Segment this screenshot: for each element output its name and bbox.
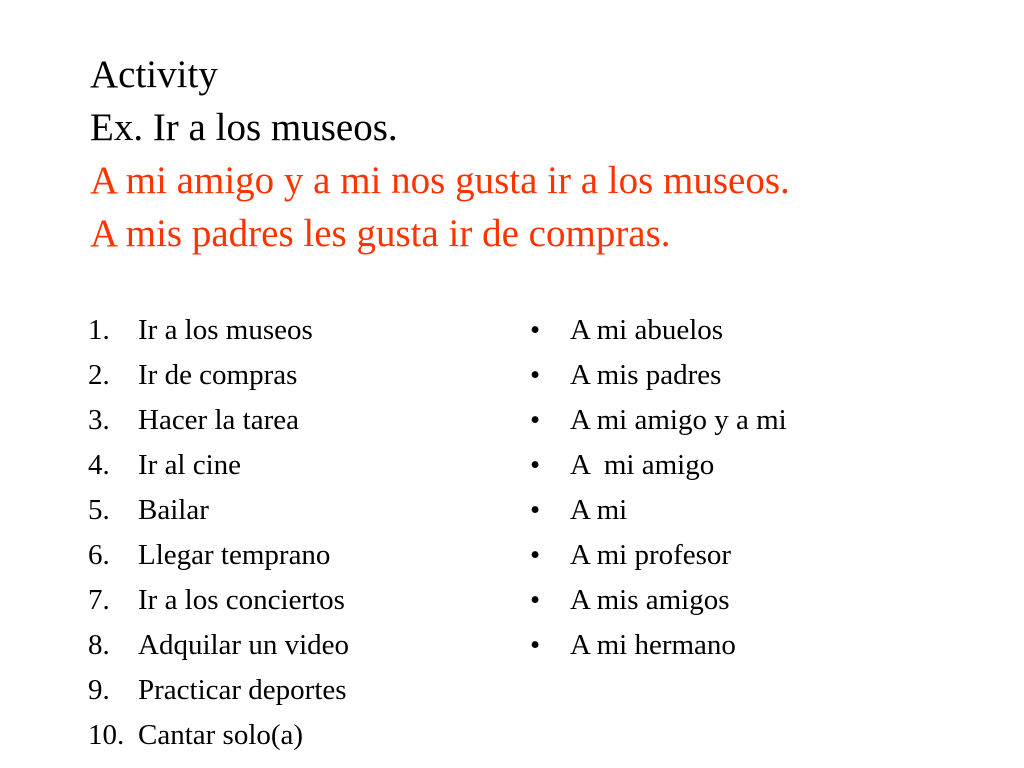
item-number: 9. xyxy=(88,674,110,706)
bullet-icon: • xyxy=(530,449,541,481)
item-text: Hacer la tarea xyxy=(138,404,299,436)
item-text: Adquilar un video xyxy=(138,629,350,661)
list-item xyxy=(530,488,990,533)
list-item xyxy=(530,533,990,578)
item-number: 10. xyxy=(88,719,125,751)
item-text: Bailar xyxy=(138,494,209,526)
bullet-icon: • xyxy=(530,404,541,436)
list-item xyxy=(88,578,508,623)
list-item xyxy=(530,398,990,443)
list-item xyxy=(530,308,990,353)
item-text: A mi hermano xyxy=(570,629,736,661)
example-prompt: Ex. Ir a los museos. xyxy=(90,106,398,149)
subjects-list xyxy=(530,308,990,668)
slide-title: Activity xyxy=(90,53,218,96)
item-text: Cantar solo(a) xyxy=(138,719,304,751)
bullet-icon: • xyxy=(530,629,541,661)
list-item xyxy=(88,308,508,353)
item-number: 5. xyxy=(88,494,110,526)
list-item xyxy=(88,623,508,668)
item-number: 3. xyxy=(88,404,110,436)
item-text: A mi profesor xyxy=(570,539,732,571)
item-text: Ir al cine xyxy=(138,449,242,481)
bullet-icon: • xyxy=(530,314,541,346)
item-text: Ir de compras xyxy=(138,359,298,391)
list-item xyxy=(88,443,508,488)
list-item xyxy=(530,623,990,668)
list-item xyxy=(88,668,508,713)
bullet-icon: • xyxy=(530,584,541,616)
item-text: A mi abuelos xyxy=(570,314,724,346)
item-text: Ir a los conciertos xyxy=(138,584,345,616)
list-item xyxy=(88,398,508,443)
bullet-icon: • xyxy=(530,494,541,526)
item-number: 7. xyxy=(88,584,110,616)
item-text: A mis padres xyxy=(570,359,722,391)
item-text: A mi amigo y a mi xyxy=(570,404,787,436)
example-answer-2: A mis padres les gusta ir de compras. xyxy=(90,212,671,255)
list-item xyxy=(88,488,508,533)
item-text: A mis amigos xyxy=(570,584,730,616)
bullet-icon: • xyxy=(530,359,541,391)
title-block xyxy=(90,48,1010,260)
list-item xyxy=(530,578,990,623)
item-number: 6. xyxy=(88,539,110,571)
item-text: A mi amigo xyxy=(570,449,715,481)
list-item xyxy=(530,443,990,488)
item-text: Ir a los museos xyxy=(138,314,313,346)
item-number: 1. xyxy=(88,314,110,346)
bullet-icon: • xyxy=(530,539,541,571)
list-item xyxy=(88,533,508,578)
activities-list xyxy=(88,308,508,758)
item-number: 2. xyxy=(88,359,110,391)
example-answer-1: A mi amigo y a mi nos gusta ir a los museos. xyxy=(90,159,790,202)
list-item xyxy=(530,353,990,398)
item-number: 4. xyxy=(88,449,110,481)
item-number: 8. xyxy=(88,629,110,661)
item-text: Practicar deportes xyxy=(138,674,347,706)
item-text: A mi xyxy=(570,494,628,526)
item-text: Llegar temprano xyxy=(138,539,331,571)
list-item xyxy=(88,353,508,398)
list-item xyxy=(88,713,508,758)
